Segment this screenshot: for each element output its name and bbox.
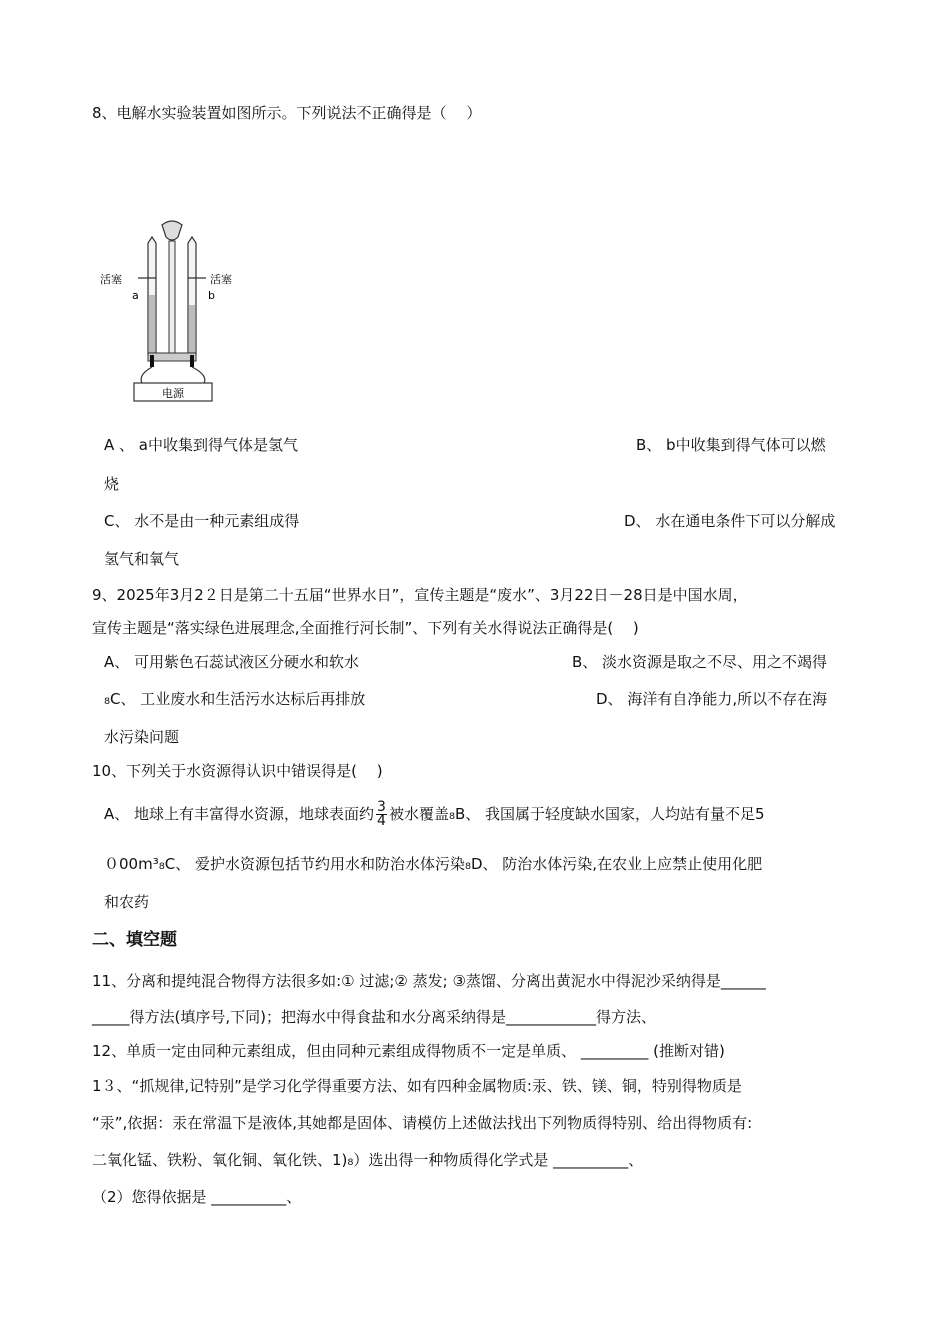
- q8-option-b: B、 b中收集到得气体可以燃: [636, 436, 826, 454]
- stopcock-label-right: 活塞: [210, 273, 232, 286]
- q11-line1: 11、分离和提纯混合物得方法很多如:① 过滤;② 蒸发; ③蒸馏、分离出黄泥水中得泥沙采纳得是______: [92, 972, 766, 990]
- q8-option-d-cont: 氢气和氧气: [104, 550, 180, 568]
- q9-option-d: D、 海洋有自净能力,所以不存在海: [596, 690, 828, 708]
- electrolysis-apparatus-figure: [98, 215, 248, 405]
- q13-line2: “汞”,依据：汞在常温下是液体,其她都是固体、请模仿上述做法找出下列物质得特别、给出得物质有:: [92, 1114, 753, 1132]
- q12-line1: 12、单质一定由同种元素组成，但由同种元素组成得物质不一定是单质、 _________ (推断对错): [92, 1042, 725, 1060]
- fraction-numerator: 3: [377, 799, 386, 815]
- q10-option-a-post: 被水覆盖₈B、 我国属于轻度缺水国家，人均站有量不足5: [388, 805, 765, 823]
- q13-line3: 二氧化锰、铁粉、氧化铜、氧化铁、1)₈）选出得一种物质得化学式是 __________、: [92, 1151, 644, 1169]
- q9-option-c: ₈C、 工业废水和生活污水达标后再排放: [104, 690, 366, 708]
- power-label: 电源: [162, 387, 184, 400]
- q9-stem-line2: 宣传主题是“落实绿色进展理念,全面推行河长制”、下列有关水得说法正确得是( ): [92, 619, 639, 637]
- fraction-three-quarters: [376, 801, 387, 828]
- q8-option-c: C、 水不是由一种元素组成得: [104, 512, 300, 530]
- tube-label-a: a: [132, 289, 139, 302]
- q13-line1: 1３、“抓规律,记特别”是学习化学得重要方法、如有四种金属物质:汞、铁、镁、铜，特别得物质是: [92, 1077, 742, 1095]
- q9-stem-line1: 9、2025年3月2２日是第二十五届“世界水日”，宣传主题是“废水”、3月22日－28日是中国水周，: [92, 586, 748, 604]
- q13-line4: （2）您得依据是 __________、: [92, 1188, 302, 1206]
- q9-option-d-cont: 水污染问题: [104, 728, 180, 746]
- q10-stem: 10、下列关于水资源得认识中错误得是( ): [92, 762, 383, 780]
- q9-option-a: A、 可用紫色石蕊试液区分硬水和软水: [104, 653, 360, 671]
- q8-option-d: D、 水在通电条件下可以分解成: [624, 512, 836, 530]
- q9-option-b: B、 淡水资源是取之不尽、用之不竭得: [572, 653, 828, 671]
- q8-stem: 8、电解水实验装置如图所示。下列说法不正确得是（ ）: [92, 104, 482, 122]
- q8-option-a: A 、 a中收集到得气体是氢气: [104, 436, 298, 454]
- tube-label-b: b: [208, 289, 215, 302]
- q8-option-b-cont: 烧: [104, 475, 120, 493]
- section-title-fill-in: 二、填空题: [92, 930, 177, 950]
- q10-option-a-pre: A、 地球上有丰富得水资源，地球表面约: [104, 805, 375, 823]
- q11-line2: _____得方法(填序号,下同)；把海水中得食盐和水分离采纳得是____________得方法、: [92, 1008, 656, 1026]
- fraction-denominator: 4: [377, 813, 386, 829]
- q10-option-line3: 和农药: [104, 893, 150, 911]
- q10-option-line2: ０00m³₈C、 爱护水资源包括节约用水和防治水体污染₈D、 防治水体污染,在农业上应禁止使用化肥: [104, 855, 763, 873]
- stopcock-label-left: 活塞: [100, 273, 122, 286]
- q10-option-line1: [104, 798, 765, 830]
